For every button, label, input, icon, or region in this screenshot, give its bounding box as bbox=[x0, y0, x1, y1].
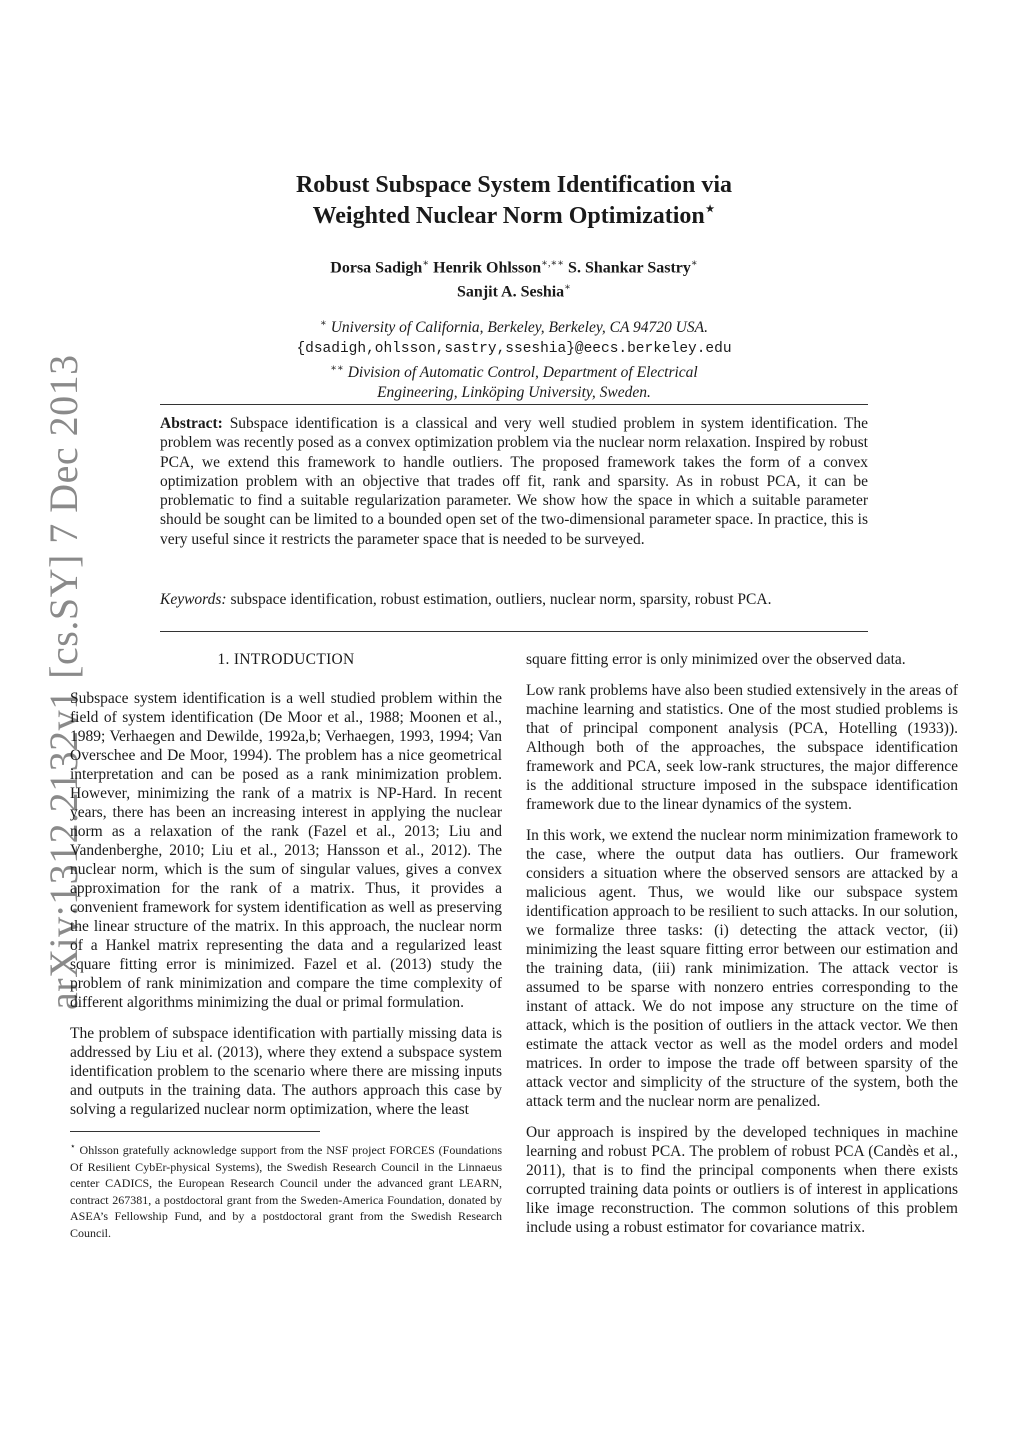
abstract-top-rule bbox=[160, 404, 868, 405]
author-affil-mark: ∗ bbox=[422, 258, 430, 269]
footnote-rule bbox=[70, 1131, 320, 1132]
paragraph: Our approach is inspired by the developed techniques in machine learning and robust PCA. The problem of robust PCA (Candès et al., 2011), that is to find the principal components when there exists corrupted training data points or outliers is of interest in applications like image reconstruction. The common solutions of this problem include using a robust estimator for covariance matrix. bbox=[526, 1124, 958, 1236]
author-affil-mark: ∗ bbox=[690, 258, 698, 269]
abstract-label: Abstract: bbox=[160, 415, 223, 432]
affiliation-berkeley: University of California, Berkeley, Berkeley, CA 94720 USA. bbox=[330, 319, 708, 337]
paragraph: Low rank problems have also been studied extensively in the areas of machine learning and statistics. One of the most studied problems is that of principal component analysis (PCA, Hotelling (1933)). Although both of the approaches, the subspace identification framework and PCA, seek low-rank structures, the major difference is the additional structure imposed in the subspace identification framework due to the linear dynamics of the system. bbox=[526, 682, 958, 813]
title-line-1: Robust Subspace System Identification via bbox=[295, 172, 733, 198]
paragraph: The problem of subspace identification with partially missing data is addressed by Liu et al. (2013), where they extend a subspace system identification problem to the scenario where there are missing inputs and outputs in the training data. The authors approach this case by solving a regularized nuclear norm optimization, where the least bbox=[70, 1025, 502, 1118]
left-column bbox=[70, 650, 502, 1241]
author-name: Dorsa Sadigh bbox=[330, 259, 423, 277]
paper-title bbox=[160, 170, 868, 232]
affiliation-linkoping-line-2: Engineering, Linköping University, Sweden. bbox=[377, 384, 651, 402]
affil-mark: ∗∗ bbox=[330, 363, 344, 375]
author-name: Henrik Ohlsson bbox=[433, 259, 542, 277]
keywords-bottom-rule bbox=[160, 631, 868, 632]
paragraph: Subspace system identification is a well studied problem within the field of system identification (De Moor et al., 1988; Moonen et al., 1989; Verhaegen and Dewilde, 1992a,b; Verhaegen, 1993, 1994; Van Overschee and De Moor, 1994). The problem has a nice geometrical interpretation and can be posed as a rank minimization problem. However, minimizing the rank of a matrix is NP-Hard. In recent years, there has been an increasing interest in applying the nuclear norm as a relaxation of the rank (Fazel et al., 2013; Liu and Vandenberghe, 2010; Liu et al., 2013; Hansson et al., 2012). The nuclear norm, which is the sum of singular values, gives a convex approximation for the rank of a matrix. Thus, it provides a convenient framework for system identification as well as preserving the linear structure of the matrix. In this approach, the nuclear norm of a Hankel matrix representing the data and a regularized least square fitting error is minimized. Fazel et al. (2013) study the problem of rank minimization and compare the time complexity of different algorithms minimizing the dual or primal formulation. bbox=[70, 690, 502, 1011]
footnote bbox=[70, 1138, 502, 1241]
paragraph: In this work, we extend the nuclear norm minimization framework to the case, where the output data has outliers. Our framework considers a situation where the observed sensors are attacked by a malicious agent. Thus, we would like our subspace system identification approach to be resilient to such attacks. In our solution, we formalize three tasks: (i) detecting the attack vector, (ii) minimizing the least square fitting error between our estimation and the training data, (iii) rank minimization. The attack vector is assumed to be sparse with nonzero entries corresponding to the instant of attack. We do not impose any structure on the time of attack, which is the position of outliers in the attack vector. We then estimate the attack vector as well as the model orders and model matrices. In order to impose the trade off between sparsity of the attack vector and simplicity of the structure of the system, both the attack term and the nuclear norm are penalized. bbox=[526, 827, 958, 1110]
author-name: S. Shankar Sastry bbox=[568, 259, 691, 277]
abstract bbox=[160, 414, 868, 549]
author-affil-mark: ∗,∗∗ bbox=[541, 258, 565, 269]
keywords bbox=[160, 590, 868, 609]
keywords-text: subspace identification, robust estimation, outliers, nuclear norm, sparsity, robust PCA. bbox=[230, 591, 772, 608]
title-footnote-mark: ⋆ bbox=[704, 199, 716, 218]
author-name: Sanjit A. Seshia bbox=[457, 283, 565, 301]
arxiv-identifier: arXiv:1312.2132v1 [cs.SY] 7 Dec 2013 bbox=[41, 354, 86, 1010]
author-affil-mark: ∗ bbox=[564, 282, 571, 294]
abstract-text: Subspace identification is a classical and very well studied problem in system identification. The problem was recently posed as a convex optimization problem via the nuclear norm relaxation. Inspired by robust PCA, we extend this framework to handle outliers. The proposed framework takes the form of a convex optimization problem with an objective that trades off fit, rank and sparsity. As in robust PCA, it can be problematic to find a suitable regularization parameter. We show how the space in which a suitable parameter should be sought can be limited to a bounded open set of the two-dimensional parameter space. In practice, this is very useful since it restricts the parameter space that is needed to be surveyed. bbox=[160, 415, 868, 548]
affil-mark: ∗ bbox=[320, 318, 327, 329]
author-emails[interactable]: {dsadigh,ohlsson,sastry,sseshia}@eecs.berkeley.edu bbox=[296, 341, 732, 358]
right-column bbox=[526, 650, 958, 1249]
footnote-mark: ⋆ bbox=[70, 1141, 76, 1151]
paragraph: square fitting error is only minimized over the observed data. bbox=[526, 651, 906, 668]
affiliations bbox=[160, 314, 868, 403]
keywords-label: Keywords: bbox=[160, 591, 227, 608]
footnote-text: Ohlsson gratefully acknowledge support from the NSF project FORCES (Foundations Of Resilient CybEr-physical Systems), the Swedish Research Council in the Linnaeus center CADICS, the European Research Council under the advanced grant LEARN, contract 267381, a postdoctoral grant from the Sweden-America Foundation, donated by ASEA’s Fellowship Fund, and by a postdoctoral grant from the Swedish Research Council. bbox=[70, 1143, 502, 1240]
affiliation-linkoping-line-1: Division of Automatic Control, Department of Electrical bbox=[347, 364, 698, 382]
title-line-2: Weighted Nuclear Norm Optimization bbox=[312, 203, 705, 229]
section-heading: 1. INTRODUCTION bbox=[217, 651, 355, 668]
author-list bbox=[160, 254, 868, 303]
